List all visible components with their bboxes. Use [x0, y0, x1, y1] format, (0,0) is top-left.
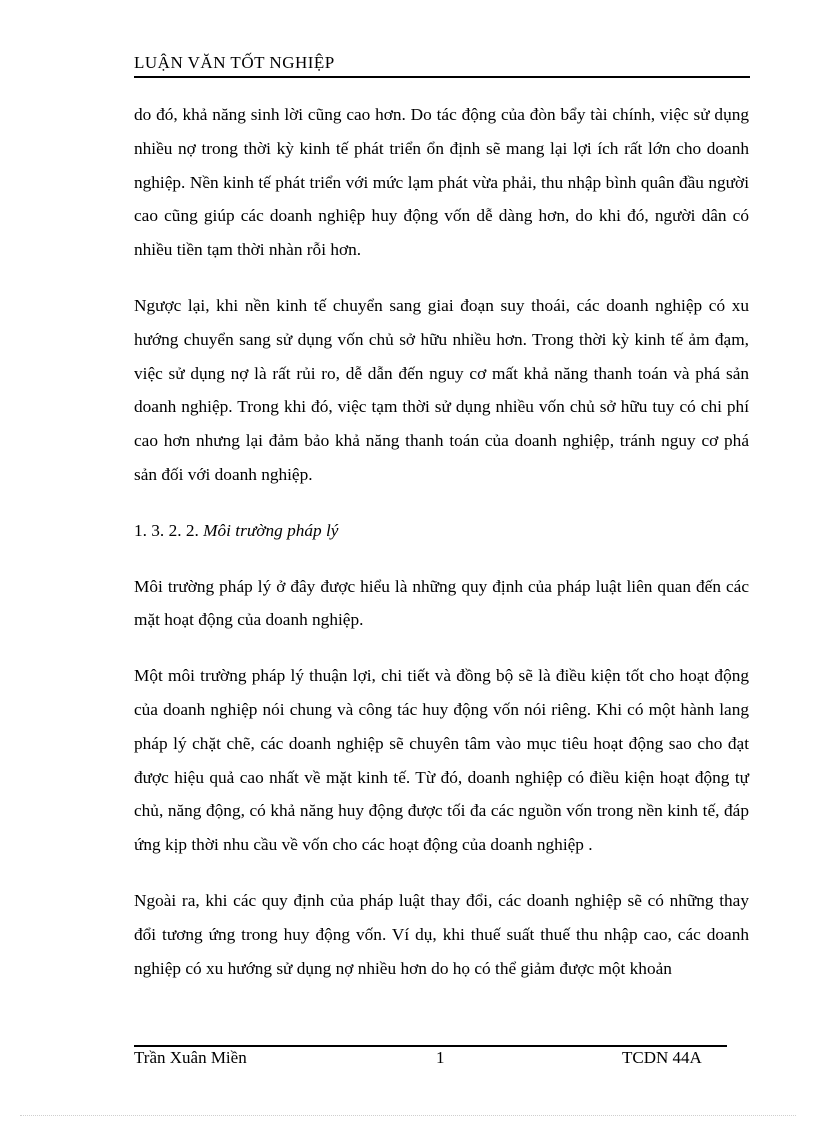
section-title: Môi trường pháp lý — [203, 520, 339, 540]
section-heading — [134, 514, 749, 548]
body-text — [134, 98, 749, 1007]
paragraph-legal-changes: Ngoài ra, khi các quy định của pháp luật thay đổi, các doanh nghiệp sẽ có những thay đổi tương ứng trong huy động vốn. Ví dụ, khi thuế suất thuế thu nhập cao, các doanh nghiệp có xu hướng sử dụng nợ nhiều hơn do họ có thể giảm được một khoản — [134, 890, 749, 978]
paragraph-economic-growth: do đó, khả năng sinh lời cũng cao hơn. Do tác động của đòn bẩy tài chính, việc sử dụng nhiều nợ trong thời kỳ kinh tế phát triển ổn định sẽ mang lại lợi ích rất lớn cho doanh nghiệp. Nền kinh tế phát triển với mức lạm phát vừa phải, thu nhập bình quân đầu người cao cũng giúp các doanh nghiệp huy động vốn dễ dàng hơn, do khi đó, người dân có nhiều tiền tạm thời nhàn rỗi hơn. — [134, 105, 749, 260]
footer-author: Trần Xuân Miền — [134, 1048, 247, 1067]
paragraph-legal-benefits: Một môi trường pháp lý thuận lợi, chi tiết và đồng bộ sẽ là điều kiện tốt cho hoạt động của doanh nghiệp nói chung và công tác huy động vốn nói riêng. Khi có một hành lang pháp lý chặt chẽ, các doanh nghiệp sẽ chuyên tâm vào mục tiêu hoạt động sao cho đạt được hiệu quả cao nhất về mặt kinh tế. Từ đó, doanh nghiệp có điều kiện hoạt động tự chủ, năng động, có khả năng huy động được tối đa các nguồn vốn trong nền kinh tế, đáp ứng kịp thời nhu cầu về vốn cho các hoạt động của doanh nghiệp . — [134, 666, 749, 855]
paragraph-legal-definition: Môi trường pháp lý ở đây được hiểu là những quy định của pháp luật liên quan đến các mặt hoạt động của doanh nghiệp. — [134, 576, 749, 630]
page-edge-divider — [20, 1115, 796, 1116]
paragraph-recession: Ngược lại, khi nền kinh tế chuyển sang giai đoạn suy thoái, các doanh nghiệp có xu hướng chuyển sang sử dụng vốn chủ sở hữu nhiều hơn. Trong thời kỳ kinh tế ảm đạm, việc sử dụng nợ là rất rủi ro, dễ dẫn đến nguy cơ mất khả năng thanh toán và phá sản doanh nghiệp. Trong khi đó, việc tạm thời sử dụng nhiều vốn chủ sở hữu tuy có chi phí cao hơn nhưng lại đảm bảo khả năng thanh toán của doanh nghiệp, tránh nguy cơ phá sản đối với doanh nghiệp. — [134, 295, 749, 484]
footer-divider — [134, 1045, 727, 1047]
footer-page-number: 1 — [436, 1048, 445, 1067]
footer-class-code: TCDN 44A — [622, 1048, 702, 1067]
section-number: 1. 3. 2. 2. — [134, 520, 199, 540]
header-divider — [134, 76, 750, 78]
page-header-title: LUẬN VĂN TỐT NGHIỆP — [134, 53, 335, 72]
